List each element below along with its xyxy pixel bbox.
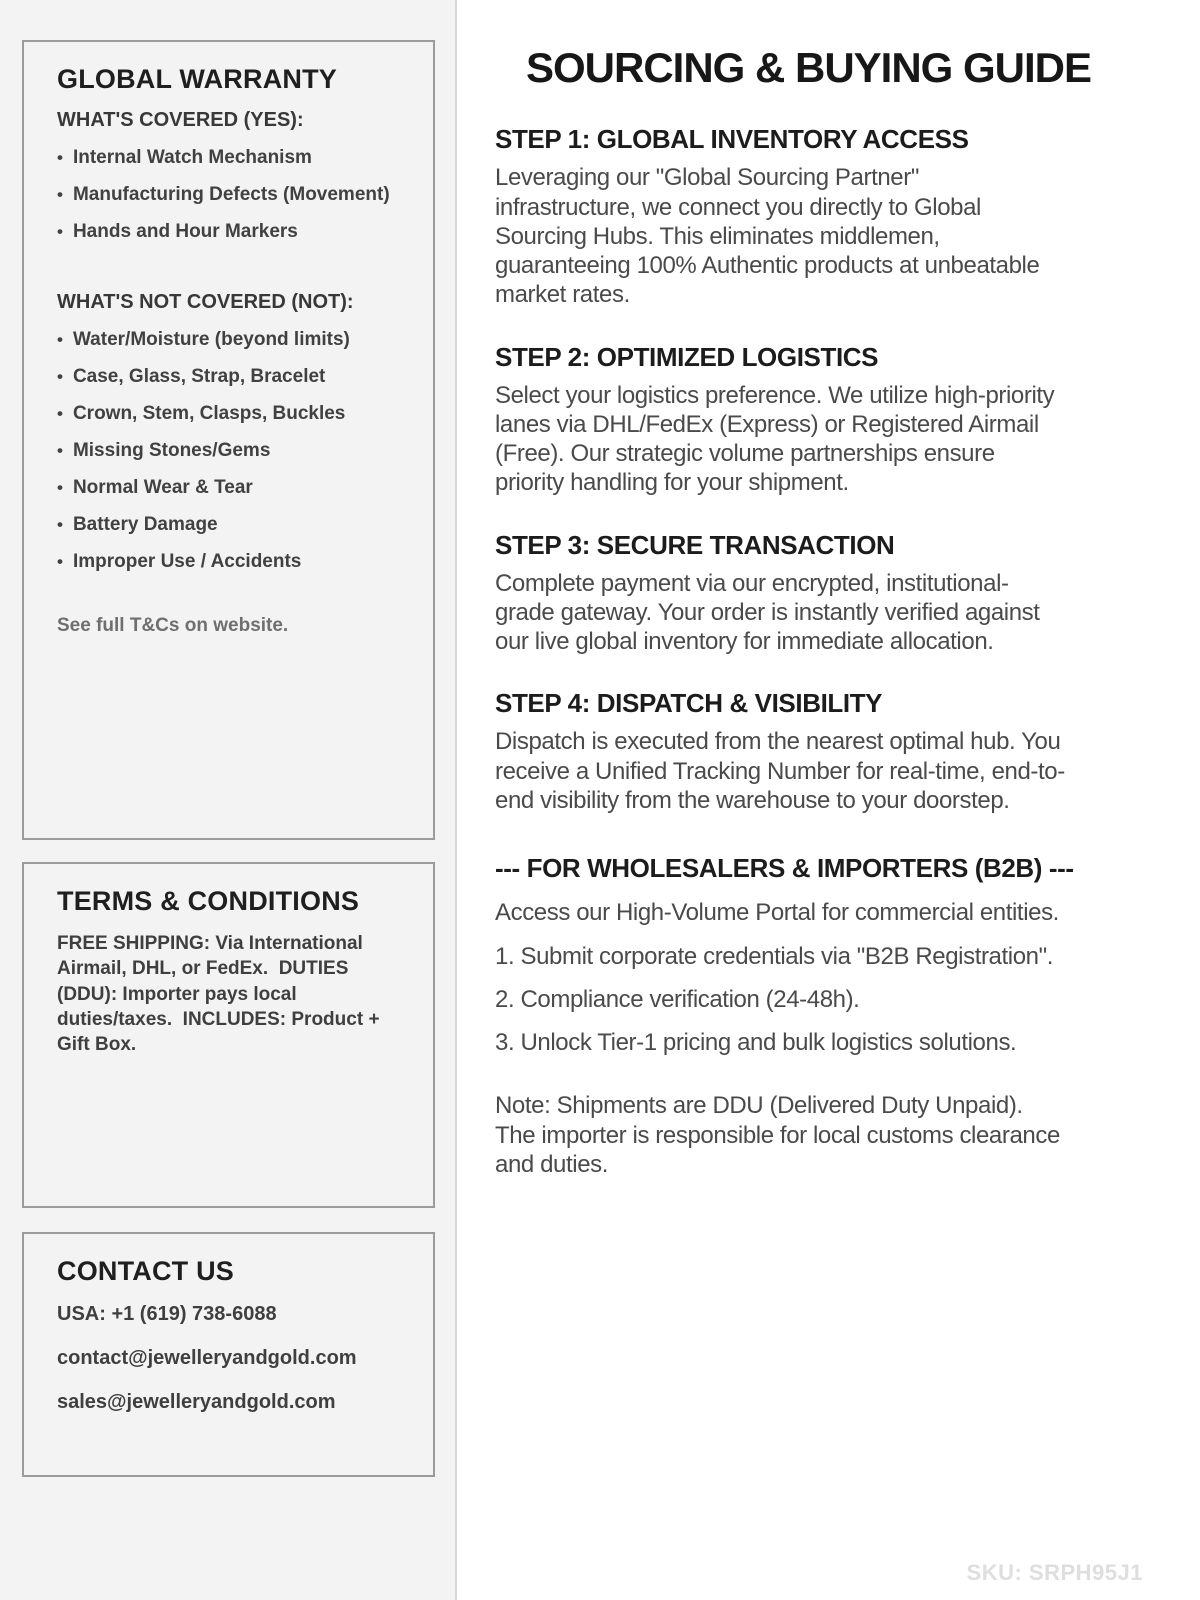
list-item [57,329,403,351]
not-covered-list [57,329,403,573]
sku-label: SKU: SRPH95J1 [966,1560,1143,1585]
terms-body: FREE SHIPPING: Via International Airmail, DHL, or FedEx. DUTIES (DDU): Importer pays local duties/taxes. INCLUDES: Product + Gift Box. [57,933,385,1056]
list-item-label: Hands and Hour Markers [72,221,298,242]
bullet-icon: • [57,515,63,534]
step-2-body: Select your logistics preference. We utilize high-priority lanes via DHL/FedEx (Express) or Registered Airmail (Free). Our strategic volume partnerships ensure priority handling for your shipment. [495,381,1055,497]
bullet-icon: • [57,404,63,423]
step-4-body: Dispatch is executed from the nearest optimal hub. You receive a Unified Tracking Number for real-time, end-to-end visibility from the warehouse to your doorstep. [495,728,1065,815]
list-item-label: Case, Glass, Strap, Bracelet [72,366,326,387]
step-1-heading: STEP 1: GLOBAL INVENTORY ACCESS [495,124,969,155]
list-item-label: Crown, Stem, Clasps, Buckles [72,403,346,424]
step-3-section [495,530,1122,657]
list-item [57,514,403,536]
contact-email-sales: sales@jewelleryandgold.com [57,1391,336,1413]
bullet-icon: • [57,330,63,349]
step-4-section [495,688,1122,815]
list-item-label: Internal Watch Mechanism [72,147,312,168]
step-2-section [495,342,1122,498]
step-2-heading: STEP 2: OPTIMIZED LOGISTICS [495,341,879,372]
contact-title: CONTACT US [57,1256,234,1286]
not-covered-heading: WHAT'S NOT COVERED (NOT): [57,291,354,313]
contact-panel [22,1232,435,1477]
b2b-heading: --- FOR WHOLESALERS & IMPORTERS (B2B) --- [495,853,1074,884]
contact-email-primary: contact@jewelleryandgold.com [57,1347,357,1369]
list-item-label: Improper Use / Accidents [72,551,302,572]
bullet-icon: • [57,478,63,497]
step-3-body: Complete payment via our encrypted, institutional-grade gateway. Your order is instantly verified against our live global inventory for immediate allocation. [495,569,1040,656]
list-item-label: Water/Moisture (beyond limits) [72,329,350,350]
step-4-heading: STEP 4: DISPATCH & VISIBILITY [495,688,883,719]
warranty-footnote: See full T&Cs on website. [57,615,289,636]
b2b-note: Note: Shipments are DDU (Delivered Duty Unpaid). The importer is responsible for local customs clearance and duties. [495,1092,1060,1178]
list-item [57,440,403,462]
b2b-item-1: 1. Submit corporate credentials via "B2B Registration". [495,942,1053,970]
list-item [57,221,403,243]
b2b-item-3: 3. Unlock Tier-1 pricing and bulk logistics solutions. [495,1029,1017,1057]
bullet-icon: • [57,148,63,167]
list-item-label: Normal Wear & Tear [72,477,253,498]
contact-phone: USA: +1 (619) 738-6088 [57,1303,277,1325]
step-3-heading: STEP 3: SECURE TRANSACTION [495,529,895,560]
bullet-icon: • [57,367,63,386]
list-item [57,184,403,206]
b2b-intro: Access our High-Volume Portal for commercial entities. [495,899,1059,927]
bullet-icon: • [57,441,63,460]
b2b-item-2: 2. Compliance verification (24-48h). [495,985,860,1013]
list-item [57,403,403,425]
bullet-icon: • [57,185,63,204]
list-item-label: Battery Damage [72,514,218,535]
step-1-body: Leveraging our "Global Sourcing Partner" infrastructure, we connect you directly to Global Sourcing Hubs. This eliminates middlemen, guaranteeing 100% Authentic products at unbeatable market rates. [495,164,1040,309]
warranty-panel [22,40,435,840]
step-1-section [495,124,1122,309]
sourcing-guide [457,0,1200,1600]
list-item [57,366,403,388]
list-item [57,147,403,169]
page-title: SOURCING & BUYING GUIDE [525,44,1092,91]
bullet-icon: • [57,552,63,571]
terms-panel [22,862,435,1208]
b2b-section [495,853,1122,1179]
list-item [57,477,403,499]
warranty-title: GLOBAL WARRANTY [57,64,337,94]
list-item [57,551,403,573]
terms-title: TERMS & CONDITIONS [57,886,360,916]
sidebar [0,0,457,1600]
covered-heading: WHAT'S COVERED (YES): [57,109,304,131]
list-item-label: Missing Stones/Gems [72,440,271,461]
list-item-label: Manufacturing Defects (Movement) [72,184,390,205]
bullet-icon: • [57,222,63,241]
covered-list [57,147,403,243]
